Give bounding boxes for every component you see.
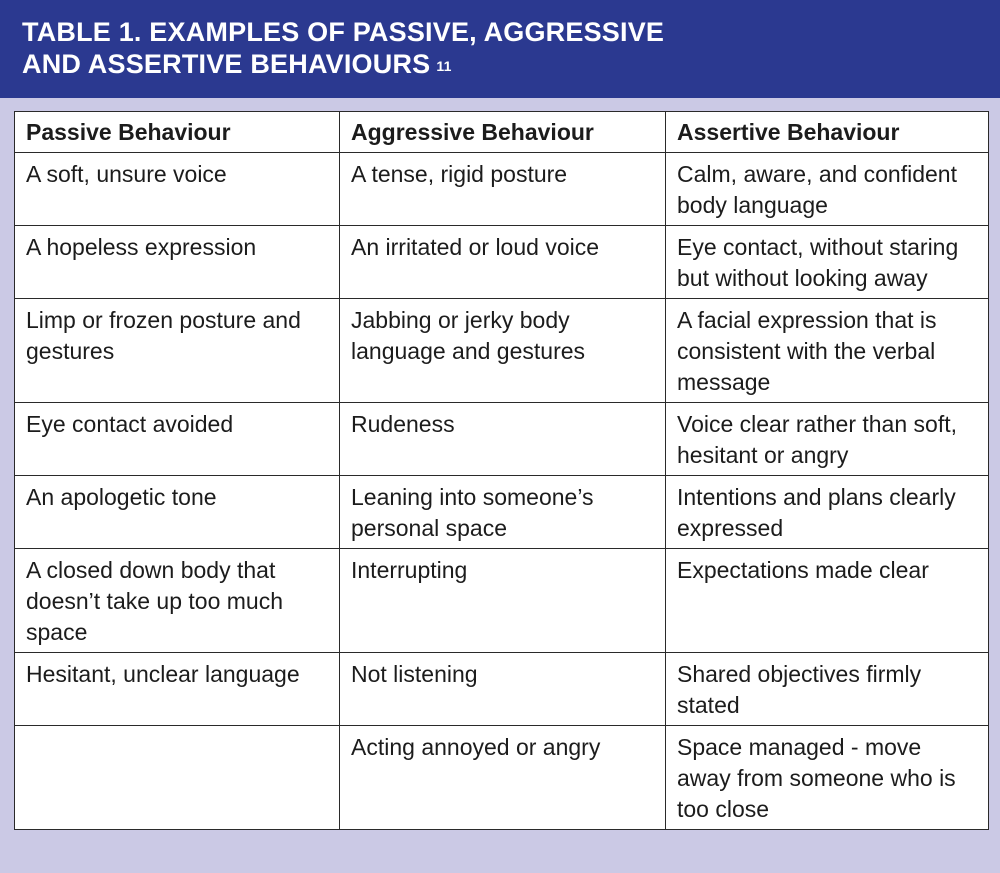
table-cell-passive: Hesitant, unclear language (15, 653, 340, 726)
table-row (15, 403, 989, 476)
table-title-text: AND ASSERTIVE BEHAVIOURS (22, 49, 431, 79)
behaviour-table (14, 111, 989, 830)
table-cell-assertive: Space managed - move away from someone who is too close (666, 726, 989, 830)
table-cell-assertive: Eye contact, without staring but without looking away (666, 226, 989, 299)
table-cell-assertive: Expectations made clear (666, 549, 989, 653)
table-cell-passive: A soft, unsure voice (15, 153, 340, 226)
table-cell-passive: An apologetic tone (15, 476, 340, 549)
table-title-line-2 (22, 48, 1000, 80)
table-cell-aggressive: Leaning into someone’s personal space (340, 476, 666, 549)
table-row (15, 653, 989, 726)
table-cell-passive (15, 726, 340, 830)
table-cell-aggressive: Not listening (340, 653, 666, 726)
behaviour-table-container (14, 111, 988, 830)
table-cell-assertive: A facial expression that is consistent with the verbal message (666, 299, 989, 403)
table-cell-assertive: Voice clear rather than soft, hesitant or angry (666, 403, 989, 476)
table-cell-passive: Eye contact avoided (15, 403, 340, 476)
table-cell-assertive: Calm, aware, and confident body language (666, 153, 989, 226)
table-row (15, 226, 989, 299)
table-cell-aggressive: Jabbing or jerky body language and gestures (340, 299, 666, 403)
table-cell-assertive: Shared objectives firmly stated (666, 653, 989, 726)
table-title-banner (0, 0, 1000, 98)
table-row (15, 476, 989, 549)
reference-superscript: 11 (436, 58, 452, 74)
table-row (15, 549, 989, 653)
table-cell-aggressive: Rudeness (340, 403, 666, 476)
column-header-aggressive: Aggressive Behaviour (340, 112, 666, 153)
column-header-assertive: Assertive Behaviour (666, 112, 989, 153)
table-cell-assertive: Intentions and plans clearly expressed (666, 476, 989, 549)
table-row (15, 299, 989, 403)
table-row (15, 726, 989, 830)
table-cell-aggressive: An irritated or loud voice (340, 226, 666, 299)
table-row (15, 153, 989, 226)
table-cell-passive: Limp or frozen posture and gestures (15, 299, 340, 403)
column-header-passive: Passive Behaviour (15, 112, 340, 153)
table-cell-passive: A closed down body that doesn’t take up too much space (15, 549, 340, 653)
table-header-row (15, 112, 989, 153)
table-cell-aggressive: Interrupting (340, 549, 666, 653)
table-title-line-1: TABLE 1. EXAMPLES OF PASSIVE, AGGRESSIVE (22, 17, 665, 47)
table-cell-aggressive: Acting annoyed or angry (340, 726, 666, 830)
table-cell-aggressive: A tense, rigid posture (340, 153, 666, 226)
table-cell-passive: A hopeless expression (15, 226, 340, 299)
